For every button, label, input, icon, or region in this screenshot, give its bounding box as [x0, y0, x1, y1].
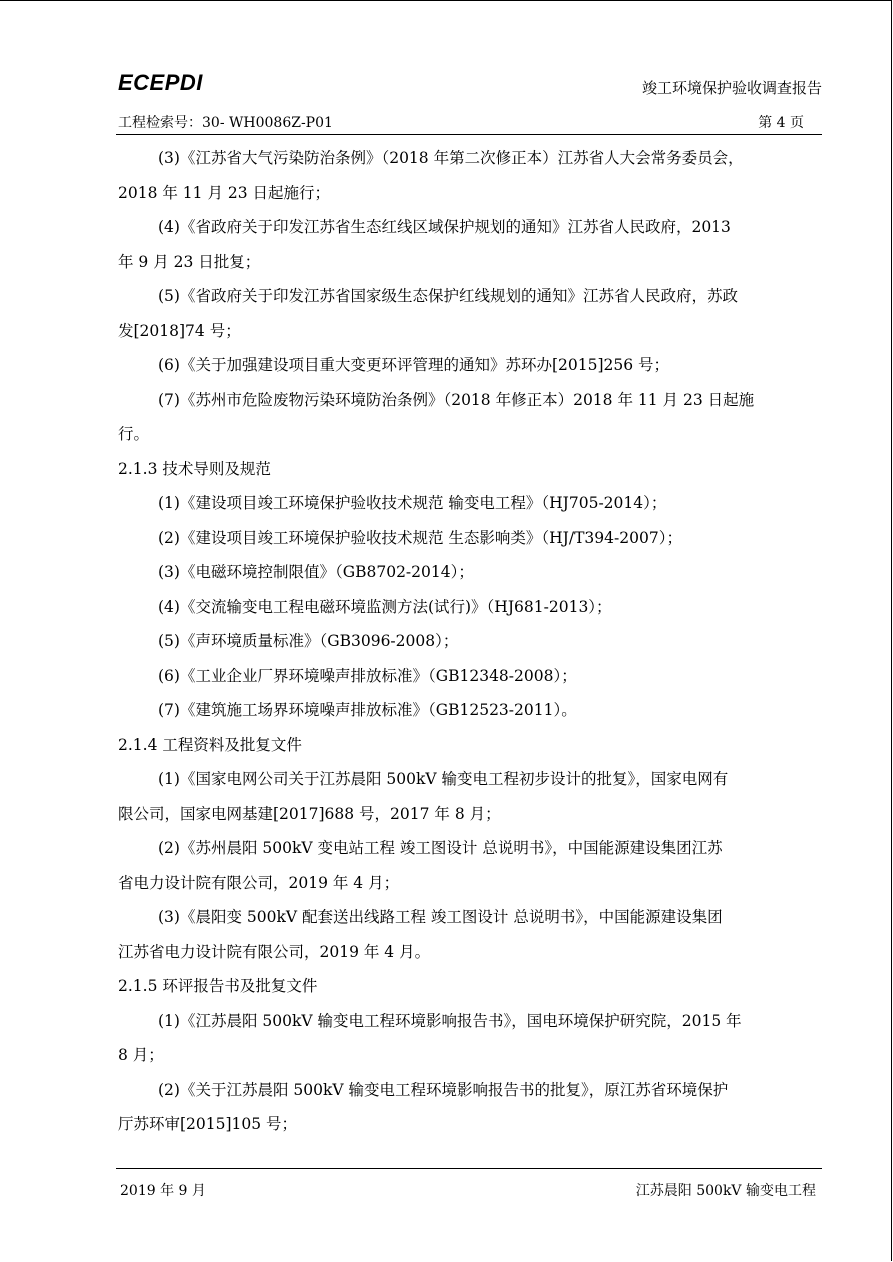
text-line: (4)《省政府关于印发江苏省生态红线区域保护规划的通知》江苏省人民政府，2013 [158, 218, 731, 236]
text-line: (2)《关于江苏晨阳 500kV 输变电工程环境影响报告书的批复》，原江苏省环境保护 [158, 1080, 729, 1099]
text-line: (3)《江苏省大气污染防治条例》（2018 年第二次修正本）江苏省人大会常务委员会， [158, 149, 744, 167]
text-line: (7)《建筑施工场界环境噪声排放标准》（GB12523-2011）。 [158, 701, 577, 719]
header-divider [116, 134, 822, 135]
company-logo: ECEPDI [118, 70, 203, 95]
text-line: 2.1.4 工程资料及批复文件 [118, 735, 302, 754]
document-body [118, 141, 824, 1142]
text-line: 限公司，国家电网基建[2017]688 号，2017 年 8 月； [118, 804, 501, 823]
text-line: 2018 年 11 月 23 日起施行； [118, 183, 331, 202]
report-title: 竣工环境保护验收调查报告 [641, 79, 822, 97]
text-line: (5)《省政府关于印发江苏省国家级生态保护红线规划的通知》江苏省人民政府，苏政 [158, 287, 738, 305]
text-line: (4)《交流输变电工程电磁环境监测方法(试行)》（HJ681-2013）； [158, 597, 612, 616]
footer-divider [116, 1168, 822, 1169]
text-line: 厅苏环审[2015]105 号； [118, 1115, 298, 1133]
text-line: (1)《江苏晨阳 500kV 输变电工程环境影响报告书》，国电环境保护研究院，2015 年 [158, 1011, 742, 1030]
footer-project-name: 江苏晨阳 500kV 输变电工程 [635, 1183, 816, 1199]
text-line: (7)《苏州市危险废物污染环境防治条例》（2018 年修正本）2018 年 11 月 23 日起施 [158, 390, 755, 409]
text-line: 行。 [118, 425, 150, 443]
footer-date: 2019 年 9 月 [120, 1183, 206, 1199]
text-line: (1)《建设项目竣工环境保护验收技术规范 输变电工程》（HJ705-2014）； [158, 494, 667, 512]
text-line: (3)《晨阳变 500kV 配套送出线路工程 竣工图设计 总说明书》，中国能源建设集团 [158, 908, 723, 926]
text-line: (5)《声环境质量标准》（GB3096-2008）； [158, 632, 459, 650]
page-number: 第 4 页 [758, 115, 804, 131]
text-line: (2)《苏州晨阳 500kV 变电站工程 竣工图设计 总说明书》，中国能源建设集团江苏 [158, 839, 723, 857]
text-line: 8 月； [118, 1046, 164, 1064]
text-line: (1)《国家电网公司关于江苏晨阳 500kV 输变电工程初步设计的批复》，国家电网有 [158, 770, 729, 788]
text-line: 江苏省电力设计院有限公司，2019 年 4 月。 [118, 942, 431, 961]
project-number: 工程检索号：30- WH0086Z-P01 [118, 115, 333, 131]
text-line: 2.1.3 技术导则及规范 [118, 459, 271, 478]
text-line: (2)《建设项目竣工环境保护验收技术规范 生态影响类》（HJ/T394-2007）； [158, 528, 682, 547]
text-line: 省电力设计院有限公司，2019 年 4 月； [118, 873, 400, 892]
text-line: (6)《关于加强建设项目重大变更环评管理的通知》苏环办[2015]256 号； [158, 356, 670, 374]
text-line: (3)《电磁环境控制限值》（GB8702-2014）； [158, 563, 474, 581]
text-line: (6)《工业企业厂界环境噪声排放标准》（GB12348-2008）； [158, 666, 577, 685]
text-line: 发[2018]74 号； [118, 321, 241, 340]
text-line: 2.1.5 环评报告书及批复文件 [118, 977, 318, 995]
text-line: 年 9 月 23 日批复； [118, 252, 261, 271]
